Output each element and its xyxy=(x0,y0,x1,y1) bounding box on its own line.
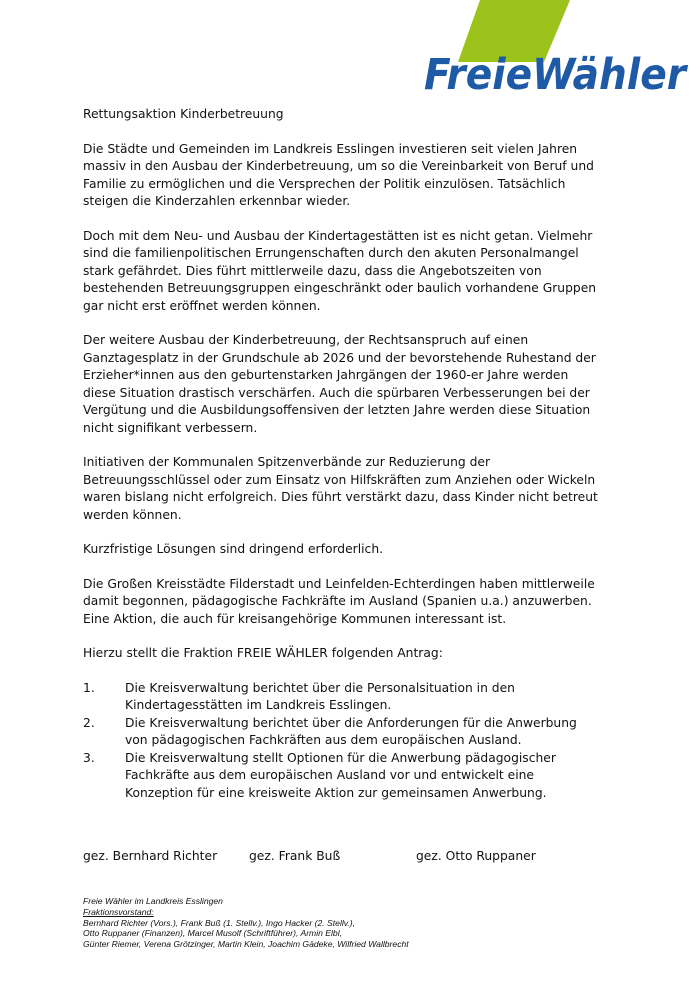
motion-text: Die Kreisverwaltung berichtet über die Anforderungen für die Anwerbung von pädagogischen Fachkräften aus dem europäischen Ausland. xyxy=(125,715,577,747)
motion-item xyxy=(83,750,603,803)
paragraph-7: Hierzu stellt die Fraktion FREIE WÄHLER folgenden Antrag: xyxy=(83,646,443,660)
paragraph-3: Der weitere Ausbau der Kinderbetreuung, der Rechtsanspruch auf einen Ganztagesplatz in der Grundschule ab 2026 und der bevorstehende Ruhestand der Erzieher*innen aus den geburtenstarken Jahrgängen der 1960-er Jahre werden diese Situation drastisch verschärfen. Auch die spürbaren Verbesserungen bei der Vergütung und die Ausbildungsoffensiven der letzten Jahre werden diese Situation nicht signifikant verbessern. xyxy=(83,333,596,435)
footer-board-line: Bernhard Richter (Vors.), Frank Buß (1. Stellv.), Ingo Hacker (2. Stellv.), xyxy=(83,917,356,928)
signature-ruppaner: gez. Otto Ruppaner xyxy=(416,849,536,863)
paragraph-1: Die Städte und Gemeinden im Landkreis Esslingen investieren seit vielen Jahren massiv in den Ausbau der Kinderbetreuung, um so die Vereinbarkeit von Beruf und Familie zu ermöglichen und die Versprechen der Politik einzulösen. Tatsächlich steigen die Kinderzahlen erkennbar wieder. xyxy=(83,141,594,208)
paragraph-5: Kurzfristige Lösungen sind dringend erforderlich. xyxy=(83,542,384,556)
signature-buss: gez. Frank Buß xyxy=(249,849,341,863)
logo-graphic xyxy=(420,0,692,100)
paragraph-4: Initiativen der Kommunalen Spitzenverbände zur Reduzierung der Betreuungsschlüssel oder zum Einsatz von Hilfskräften zum Anziehen oder Wickeln waren bislang nicht erfolgreich. Dies führt verstärkt dazu, dass Kinder nicht betreut werden können. xyxy=(83,455,598,522)
logo-wordmark: FreieWähler xyxy=(424,50,689,100)
motion-number: 1. xyxy=(83,680,95,695)
freie-waehler-logo xyxy=(420,0,692,100)
footer-board-label: Fraktionsvorstand: xyxy=(83,906,154,917)
letter-body xyxy=(83,106,603,802)
motion-number: 2. xyxy=(83,715,95,730)
motion-text: Die Kreisverwaltung berichtet über die Personalsituation in den Kindertagesstätten im Landkreis Esslingen. xyxy=(125,680,515,712)
footer xyxy=(83,896,603,950)
motion-number: 3. xyxy=(83,750,95,765)
footer-board-line: Otto Ruppaner (Finanzen), Marcel Musolf (Schriftführer), Armin Elbl, xyxy=(83,928,343,939)
motion-text: Die Kreisverwaltung stellt Optionen für die Anwerbung pädagogischer Fachkräfte aus dem europäischen Ausland vor und entwickelt eine Konzeption für eine kreisweite Aktion zur gemeinsamen Anwerbung. xyxy=(125,750,556,800)
signature-row xyxy=(83,849,603,869)
paragraph-2: Doch mit dem Neu- und Ausbau der Kindertagestätten ist es nicht getan. Vielmehr sind die familienpolitischen Errungenschaften durch den akuten Personalmangel stark gefährdet. Dies führt mittlerweile dazu, dass die Angebotszeiten von bestehenden Betreuungsgruppen eingeschränkt oder baulich vorhandene Gruppen gar nicht erst eröffnet werden können. xyxy=(83,228,597,313)
motion-list xyxy=(83,680,603,803)
footer-org: Freie Wähler im Landkreis Esslingen xyxy=(83,896,223,906)
motion-item xyxy=(83,715,603,750)
paragraph-6: Die Großen Kreisstädte Filderstadt und Leinfelden-Echterdingen haben mittlerweile damit begonnen, pädagogische Fachkräfte im Ausland (Spanien u.a.) anzuwerben. Eine Aktion, die auch für kreisangehörige Kommunen interessant ist. xyxy=(83,576,595,626)
signature-richter: gez. Bernhard Richter xyxy=(83,849,218,863)
motion-item xyxy=(83,680,603,715)
letter-title: Rettungsaktion Kinderbetreuung xyxy=(83,107,284,121)
footer-board-line: Günter Riemer, Verena Grötzinger, Martin Klein, Joachim Gädeke, Wilfried Wallbrecht xyxy=(83,939,409,950)
